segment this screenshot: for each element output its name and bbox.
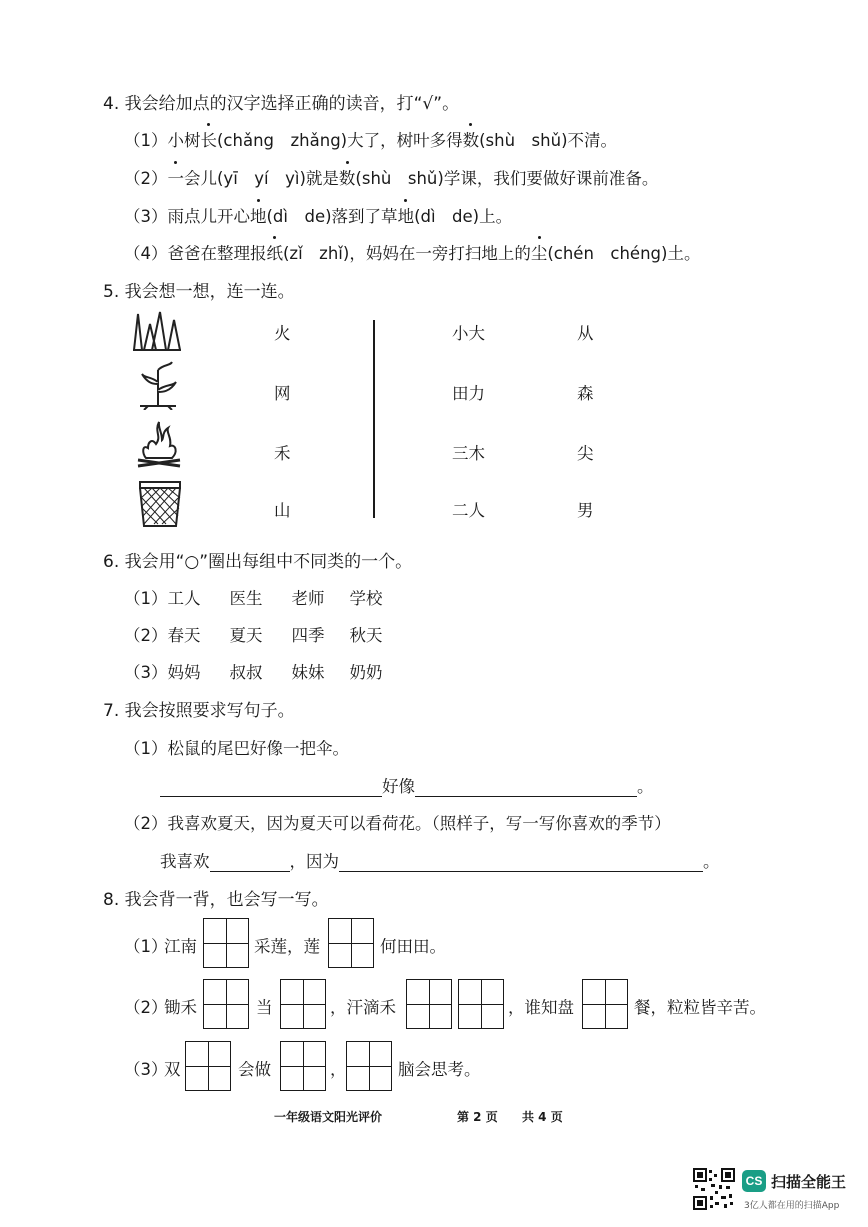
q6-title: 6. 我会用“○”圈出每组中不同类的一个。 [103, 552, 413, 572]
q8-line3-d: 脑会思考。 [398, 1060, 481, 1079]
watermark-app-name: 扫描全能王 [771, 1173, 847, 1191]
mountain-picture-icon [130, 306, 184, 352]
writing-box[interactable] [280, 1041, 326, 1091]
q4-item-1: （1）小树长(chǎng zhǎng)大了，树叶多得数(shù shǔ)不清。 [124, 127, 617, 151]
writing-box[interactable] [203, 918, 249, 968]
q7-sentence-1: （1）松鼠的尾巴好像一把伞。 [124, 739, 349, 758]
mid-word-3: 三木 [452, 444, 485, 463]
q4-item-4: （4）爸爸在整理报纸(zǐ zhǐ)，妈妈在一旁打扫地上的尘(chén chéng)土。 [124, 240, 700, 264]
footer-page: 第 2 页 [457, 1110, 498, 1124]
q7-answer-line-1: 好像 。 [160, 773, 654, 797]
camscanner-logo-icon: CS [742, 1170, 766, 1192]
mid-word-1: 小大 [452, 324, 485, 343]
q6-group-2: （2）春天 夏天 四季 秋天 [124, 626, 383, 645]
q4-item-3: （3）雨点儿开心地(dì de)落到了草地(dì de)上。 [124, 203, 512, 227]
q8-line1-b: 采莲，莲 [254, 937, 320, 956]
net-picture-icon [136, 478, 184, 530]
q7-title: 7. 我会按照要求写句子。 [103, 701, 295, 721]
footer-total: 共 4 页 [522, 1110, 563, 1124]
watermark-tagline: 3亿人都在用的扫描App [744, 1201, 840, 1211]
left-char-4: 山 [274, 501, 291, 520]
right-char-1: 从 [577, 324, 594, 343]
q7-answer-line-2: 我喜欢 ，因为 。 [160, 852, 720, 871]
mid-word-2: 田力 [452, 384, 485, 403]
grain-plant-picture-icon [134, 360, 182, 410]
q8-line1-num: （1） [124, 937, 168, 956]
q8-line2-a: 锄禾 [164, 998, 197, 1017]
writing-box[interactable] [328, 918, 374, 968]
writing-box[interactable] [458, 979, 504, 1029]
footer-title: 一年级语文阳光评价 [274, 1110, 383, 1124]
left-char-3: 禾 [274, 444, 291, 463]
q8-line2-c: ，汗滴禾 [330, 998, 396, 1017]
q8-line2-num: （2） [124, 998, 168, 1017]
left-char-1: 火 [274, 324, 291, 343]
mid-word-4: 二人 [452, 501, 485, 520]
q4-item-2: （2）一会儿(yī yí yì)就是数(shù shǔ)学课，我们要做好课前准备。 [124, 165, 658, 189]
left-char-2: 网 [274, 384, 291, 403]
q7-sentence-2: （2）我喜欢夏天，因为夏天可以看荷花。（照样子，写一写你喜欢的季节） [124, 814, 671, 833]
q6-group-3: （3）妈妈 叔叔 妹妹 奶奶 [124, 663, 383, 682]
writing-box[interactable] [582, 979, 628, 1029]
season-blank[interactable] [210, 853, 290, 872]
writing-box[interactable] [185, 1041, 231, 1091]
q8-line3-c: ， [330, 1060, 347, 1079]
reason-blank[interactable] [339, 853, 703, 872]
qr-code-icon [693, 1168, 735, 1210]
right-char-3: 尖 [577, 444, 594, 463]
right-char-4: 男 [577, 501, 594, 520]
q8-line1-a: 江南 [164, 937, 197, 956]
answer-blank[interactable] [160, 778, 382, 797]
q6-group-1: （1）工人 医生 老师 学校 [124, 589, 383, 608]
writing-box[interactable] [280, 979, 326, 1029]
q8-line3-a: 双 [164, 1060, 181, 1079]
q5-title: 5. 我会想一想，连一连。 [103, 282, 295, 302]
q8-line2-e: 餐，粒粒皆辛苦。 [634, 998, 766, 1017]
q8-line1-c: 何田田。 [380, 937, 446, 956]
writing-box[interactable] [346, 1041, 392, 1091]
fire-picture-icon [132, 418, 186, 470]
right-char-2: 森 [577, 384, 594, 403]
divider-line [373, 320, 375, 518]
q4-title: 4. 我会给加点的汉字选择正确的读音，打“√”。 [103, 94, 460, 114]
writing-box[interactable] [406, 979, 452, 1029]
answer-blank[interactable] [415, 778, 637, 797]
q8-line3-num: （3） [124, 1060, 168, 1079]
q8-line2-d: ，谁知盘 [508, 998, 574, 1017]
q8-line3-b: 会做 [238, 1060, 271, 1079]
writing-box[interactable] [203, 979, 249, 1029]
q8-title: 8. 我会背一背，也会写一写。 [103, 890, 329, 910]
q8-line2-b: 当 [256, 998, 273, 1017]
